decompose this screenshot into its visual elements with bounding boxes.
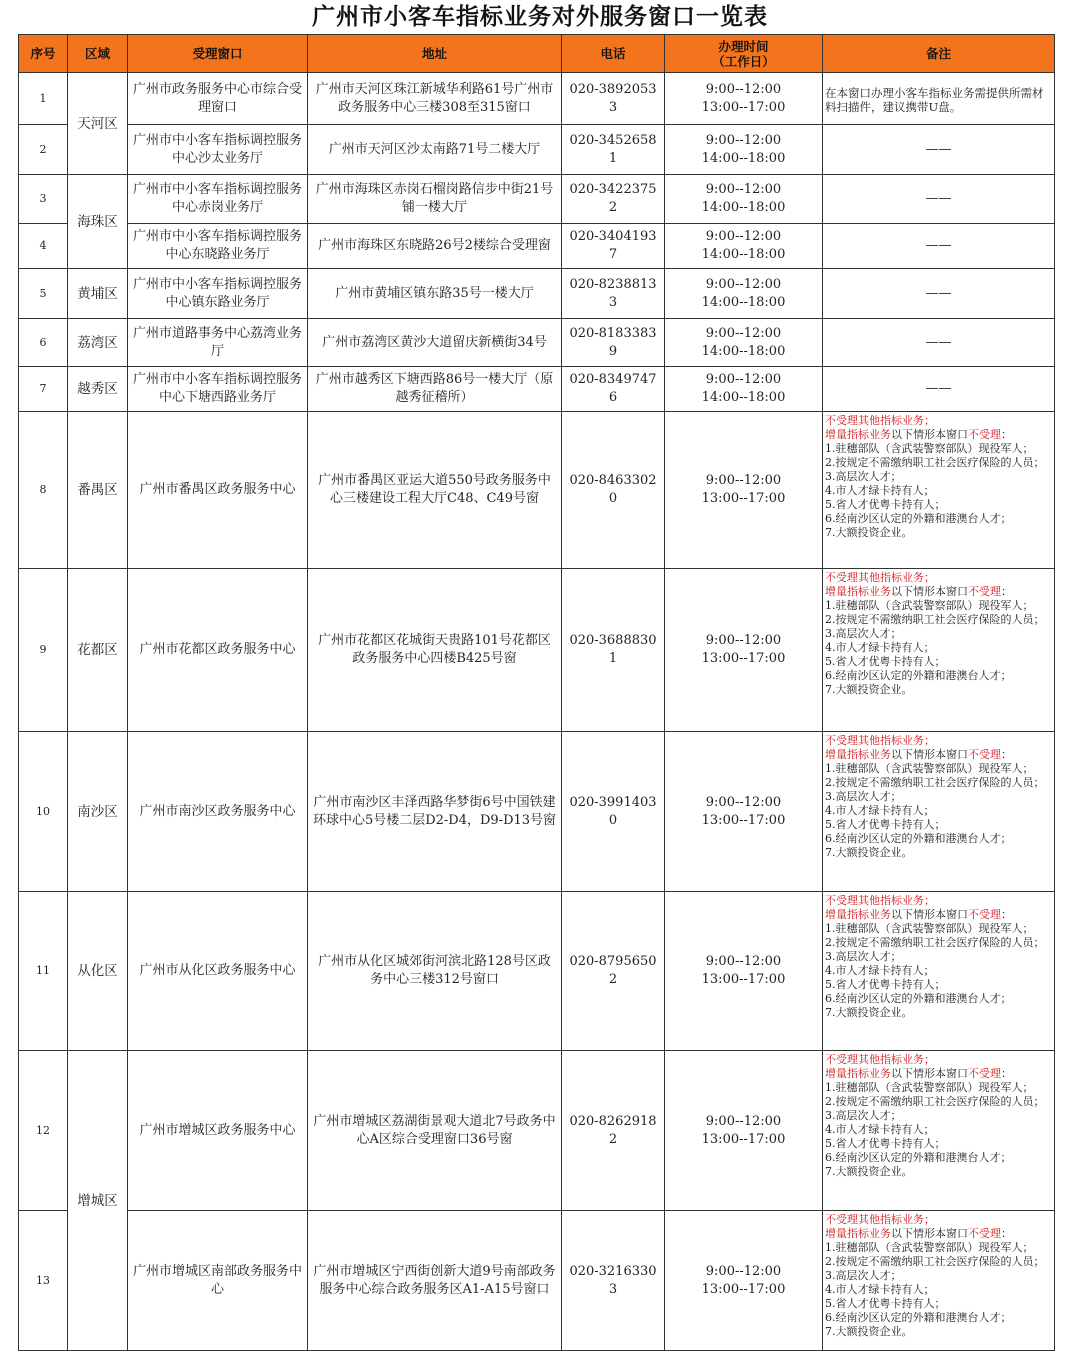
address-cell: 广州市花都区花城街天贵路101号花都区政务服务中心四楼B425号窗 [308, 569, 562, 732]
address-cell: 广州市增城区荔湖街景观大道北7号政务中心A区综合受理窗口36号窗 [308, 1051, 562, 1211]
remark-item: 3.高层次人才； [825, 1269, 902, 1282]
remark-item: 1.驻穗部队（含武装警察部队）现役军人； [825, 442, 1034, 455]
remark-cell [823, 1211, 1055, 1351]
remark-increment-line [825, 428, 1052, 442]
remark-colon: ： [1001, 1067, 1012, 1080]
remark-colon: ： [1001, 1227, 1012, 1240]
hours-am: 9:00--12:00 [705, 229, 782, 244]
remark-no-other: 不受理其他指标业务； [825, 1053, 935, 1066]
remark-colon: ： [1001, 748, 1012, 761]
hours-pm: 14:00--18:00 [701, 150, 786, 166]
table-row [19, 412, 1055, 569]
phone-cell: 020-84633020 [562, 412, 665, 569]
window-cell: 广州市南沙区政务服务中心 [128, 732, 308, 892]
page-title: 广州市小客车指标业务对外服务窗口一览表 [312, 3, 768, 30]
remark-cell: 在本窗口办理小客车指标业务需提供所需材料扫描件，建议携带U盘。 [823, 73, 1055, 125]
table-row [19, 732, 1055, 892]
hours-am: 9:00--12:00 [705, 276, 782, 292]
phone-cell: 020-38920533 [562, 73, 665, 125]
remark-item: 1.驻穗部队（含武装警察部队）现役军人； [825, 922, 1034, 935]
district-cell: 越秀区 [68, 367, 128, 412]
remark-item: 3.高层次人才； [825, 950, 902, 963]
hours-cell [665, 319, 823, 367]
phone-cell: 020-34223752 [562, 175, 665, 224]
window-cell: 广州市花都区政务服务中心 [128, 569, 308, 732]
remark-item: 4.市人才绿卡持有人； [825, 641, 935, 654]
hours-am: 9:00--12:00 [705, 1263, 782, 1279]
address-cell: 广州市黄埔区镇东路35号一楼大厅 [308, 269, 562, 319]
address-cell: 广州市越秀区下塘西路86号一楼大厅（原越秀征稽所） [308, 367, 562, 412]
remark-increment-line [825, 1067, 1052, 1081]
header-hours-line2: （工作日） [712, 53, 775, 69]
hours-pm: 14:00--18:00 [701, 343, 786, 359]
remark-not-accepted: 不受理 [968, 908, 1001, 921]
remark-increment-text: 以下情形本窗口 [891, 1227, 968, 1240]
remark-increment-label: 增量指标业务 [825, 428, 891, 441]
remark-increment-text: 以下情形本窗口 [891, 585, 968, 598]
address-cell: 广州市番禺区亚运大道550号政务服务中心三楼建设工程大厅C48、C49号窗 [308, 412, 562, 569]
remark-increment-label: 增量指标业务 [825, 748, 891, 761]
district-cell: 南沙区 [68, 732, 128, 892]
seq-cell: 3 [19, 175, 68, 224]
remark-not-accepted: 不受理 [968, 748, 1001, 761]
seq-cell: 4 [19, 224, 68, 269]
remark-increment-label: 增量指标业务 [825, 1067, 891, 1080]
table-row [19, 367, 1055, 412]
remark-item: 4.市人才绿卡持有人； [825, 1283, 935, 1296]
district-cell: 番禺区 [68, 412, 128, 569]
remark-item: 7.大额投资企业。 [825, 683, 913, 696]
district-cell: 花都区 [68, 569, 128, 732]
address-cell: 广州市海珠区赤岗石榴岗路信步中街21号铺一楼大厅 [308, 175, 562, 224]
remark-cell: —— [823, 125, 1055, 175]
header-remarks: 备注 [823, 35, 1055, 73]
remark-item: 5.省人才优粤卡持有人； [825, 1137, 946, 1150]
hours-am: 9:00--12:00 [705, 325, 782, 341]
remark-item: 6.经南沙区认定的外籍和港澳台人才； [825, 1151, 1012, 1164]
remark-cell [823, 732, 1055, 892]
table-row [19, 1211, 1055, 1351]
remark-item: 4.市人才绿卡持有人； [825, 804, 935, 817]
remark-no-other: 不受理其他指标业务； [825, 571, 935, 584]
remark-no-other: 不受理其他指标业务； [825, 734, 935, 747]
remark-item: 6.经南沙区认定的外籍和港澳台人才； [825, 992, 1012, 1005]
table-row [19, 175, 1055, 224]
table-row [19, 269, 1055, 319]
remark-no-other: 不受理其他指标业务； [825, 894, 935, 907]
remark-increment-line [825, 1227, 1052, 1241]
remark-item: 1.驻穗部队（含武装警察部队）现役军人； [825, 1241, 1034, 1254]
remark-increment-text: 以下情形本窗口 [891, 1067, 968, 1080]
hours-pm: 13:00--17:00 [701, 99, 786, 115]
table-row [19, 1051, 1055, 1211]
remark-item: 4.市人才绿卡持有人； [825, 964, 935, 977]
phone-cell: 020-34526581 [562, 125, 665, 175]
table-row [19, 125, 1055, 175]
hours-am: 9:00--12:00 [705, 81, 782, 97]
district-cell: 黄埔区 [68, 269, 128, 319]
hours-cell [665, 175, 823, 224]
remark-increment-text: 以下情形本窗口 [891, 908, 968, 921]
seq-cell: 11 [19, 892, 68, 1051]
remark-increment-line [825, 585, 1052, 599]
hours-cell [665, 224, 823, 269]
header-row [19, 35, 1055, 73]
window-cell: 广州市中小客车指标调控服务中心沙太业务厅 [128, 125, 308, 175]
address-cell: 广州市天河区珠江新城华利路61号广州市政务服务中心三楼308至315窗口 [308, 73, 562, 125]
hours-pm: 13:00--17:00 [701, 812, 786, 828]
phone-cell: 020-82629182 [562, 1051, 665, 1211]
header-phone: 电话 [562, 35, 665, 73]
remark-colon: ： [1001, 908, 1012, 921]
remark-increment-label: 增量指标业务 [825, 1227, 891, 1240]
seq-cell: 12 [19, 1051, 68, 1211]
remark-cell [823, 412, 1055, 569]
remark-not-accepted: 不受理 [968, 585, 1001, 598]
remark-item: 1.驻穗部队（含武装警察部队）现役军人； [825, 1081, 1034, 1094]
remark-colon: ： [1001, 585, 1012, 598]
remark-item: 6.经南沙区认定的外籍和港澳台人才； [825, 832, 1012, 845]
hours-cell [665, 367, 823, 412]
header-district: 区域 [68, 35, 128, 73]
seq-cell: 9 [19, 569, 68, 732]
hours-am: 9:00--12:00 [705, 132, 782, 148]
hours-am: 9:00--12:00 [705, 954, 782, 969]
remark-item: 7.大额投资企业。 [825, 1325, 913, 1338]
hours-pm: 14:00--18:00 [701, 247, 786, 262]
seq-cell: 1 [19, 73, 68, 125]
hours-pm: 14:00--18:00 [701, 294, 786, 310]
seq-cell: 5 [19, 269, 68, 319]
table-row [19, 319, 1055, 367]
remark-no-other: 不受理其他指标业务； [825, 1213, 935, 1226]
remark-item: 5.省人才优粤卡持有人； [825, 1297, 946, 1310]
hours-pm: 14:00--18:00 [701, 390, 786, 405]
seq-cell: 8 [19, 412, 68, 569]
phone-cell: 020-87956502 [562, 892, 665, 1051]
phone-cell: 020-36888301 [562, 569, 665, 732]
window-cell: 广州市中小客车指标调控服务中心镇东路业务厅 [128, 269, 308, 319]
hours-am: 9:00--12:00 [705, 372, 782, 387]
hours-pm: 13:00--17:00 [701, 491, 786, 506]
remark-item: 2.按规定不需缴纳职工社会医疗保险的人员； [825, 776, 1045, 789]
remark-cell: —— [823, 224, 1055, 269]
remark-increment-label: 增量指标业务 [825, 585, 891, 598]
hours-pm: 13:00--17:00 [701, 972, 786, 987]
district-cell: 天河区 [68, 73, 128, 175]
seq-cell: 10 [19, 732, 68, 892]
remark-item: 5.省人才优粤卡持有人； [825, 818, 946, 831]
table-row [19, 892, 1055, 1051]
remark-item: 2.按规定不需缴纳职工社会医疗保险的人员； [825, 936, 1045, 949]
hours-pm: 14:00--18:00 [701, 200, 786, 215]
remark-item: 1.驻穗部队（含武装警察部队）现役军人； [825, 599, 1034, 612]
window-cell: 广州市中小客车指标调控服务中心赤岗业务厅 [128, 175, 308, 224]
seq-cell: 6 [19, 319, 68, 367]
remark-cell: —— [823, 175, 1055, 224]
remark-item: 7.大额投资企业。 [825, 1165, 913, 1178]
hours-pm: 13:00--17:00 [701, 651, 786, 666]
remark-cell [823, 1051, 1055, 1211]
remark-cell: —— [823, 319, 1055, 367]
header-hours [665, 35, 823, 73]
remark-not-accepted: 不受理 [968, 1227, 1001, 1240]
hours-pm: 13:00--17:00 [701, 1281, 786, 1297]
remark-colon: ： [1001, 428, 1012, 441]
header-address: 地址 [308, 35, 562, 73]
remark-increment-line [825, 748, 1052, 762]
district-cell: 海珠区 [68, 175, 128, 269]
hours-am: 9:00--12:00 [705, 794, 782, 810]
remark-cell [823, 892, 1055, 1051]
hours-cell [665, 892, 823, 1051]
remark-item: 2.按规定不需缴纳职工社会医疗保险的人员； [825, 456, 1045, 469]
hours-cell [665, 569, 823, 732]
service-window-table [18, 34, 1055, 1351]
window-cell: 广州市增城区政务服务中心 [128, 1051, 308, 1211]
window-cell: 广州市中小客车指标调控服务中心下塘西路业务厅 [128, 367, 308, 412]
hours-cell [665, 269, 823, 319]
hours-cell [665, 1211, 823, 1351]
remark-increment-label: 增量指标业务 [825, 908, 891, 921]
district-cell: 从化区 [68, 892, 128, 1051]
remark-item: 2.按规定不需缴纳职工社会医疗保险的人员； [825, 1255, 1045, 1268]
address-cell: 广州市海珠区东晓路26号2楼综合受理窗 [308, 224, 562, 269]
address-cell: 广州市增城区宁西街创新大道9号南部政务服务中心综合政务服务区A1-A15号窗口 [308, 1211, 562, 1351]
remark-cell [823, 569, 1055, 732]
phone-cell: 020-81833839 [562, 319, 665, 367]
hours-cell [665, 732, 823, 892]
remark-item: 3.高层次人才； [825, 790, 902, 803]
hours-pm: 13:00--17:00 [701, 1131, 786, 1147]
hours-am: 9:00--12:00 [705, 473, 782, 488]
address-cell: 广州市从化区城郊街河滨北路128号区政务中心三楼312号窗口 [308, 892, 562, 1051]
seq-cell: 2 [19, 125, 68, 175]
table-row [19, 224, 1055, 269]
remark-item: 5.省人才优粤卡持有人； [825, 498, 946, 511]
remark-item: 4.市人才绿卡持有人； [825, 1123, 935, 1136]
header-hours-line1: 办理时间 [718, 38, 769, 54]
seq-cell: 7 [19, 367, 68, 412]
hours-cell [665, 125, 823, 175]
address-cell: 广州市天河区沙太南路71号二楼大厅 [308, 125, 562, 175]
remark-increment-text: 以下情形本窗口 [891, 748, 968, 761]
table-row [19, 73, 1055, 125]
hours-am: 9:00--12:00 [705, 633, 782, 648]
window-cell: 广州市中小客车指标调控服务中心东晓路业务厅 [128, 224, 308, 269]
remark-not-accepted: 不受理 [968, 1067, 1001, 1080]
window-cell: 广州市政务服务中心市综合受理窗口 [128, 73, 308, 125]
window-cell: 广州市增城区南部政务服务中心 [128, 1211, 308, 1351]
remark-item: 5.省人才优粤卡持有人； [825, 655, 946, 668]
address-cell: 广州市南沙区丰泽西路华梦街6号中国铁建环球中心5号楼二层D2-D4，D9-D13号窗 [308, 732, 562, 892]
district-cell: 荔湾区 [68, 319, 128, 367]
window-cell: 广州市从化区政务服务中心 [128, 892, 308, 1051]
remark-item: 3.高层次人才； [825, 627, 902, 640]
address-cell: 广州市荔湾区黄沙大道留庆新横街34号 [308, 319, 562, 367]
remark-item: 7.大额投资企业。 [825, 1006, 913, 1019]
remark-item: 6.经南沙区认定的外籍和港澳台人才； [825, 669, 1012, 682]
remark-item: 3.高层次人才； [825, 1109, 902, 1122]
remark-item: 2.按规定不需缴纳职工社会医疗保险的人员； [825, 613, 1045, 626]
remark-increment-text: 以下情形本窗口 [891, 428, 968, 441]
remark-item: 1.驻穗部队（含武装警察部队）现役军人； [825, 762, 1034, 775]
header-window: 受理窗口 [128, 35, 308, 73]
hours-cell [665, 1051, 823, 1211]
phone-cell: 020-32163303 [562, 1211, 665, 1351]
remark-item: 7.大额投资企业。 [825, 846, 913, 859]
phone-cell: 020-82388133 [562, 269, 665, 319]
remark-not-accepted: 不受理 [968, 428, 1001, 441]
remark-cell: —— [823, 269, 1055, 319]
hours-am: 9:00--12:00 [705, 182, 782, 197]
hours-cell [665, 73, 823, 125]
remark-item: 4.市人才绿卡持有人； [825, 484, 935, 497]
remark-increment-line [825, 908, 1052, 922]
header-seq: 序号 [19, 35, 68, 73]
remark-no-other: 不受理其他指标业务； [825, 414, 935, 427]
window-cell: 广州市道路事务中心荔湾业务厅 [128, 319, 308, 367]
district-cell: 增城区 [68, 1051, 128, 1351]
remark-item: 6.经南沙区认定的外籍和港澳台人才； [825, 1311, 1012, 1324]
hours-am: 9:00--12:00 [705, 1113, 782, 1129]
remark-item: 6.经南沙区认定的外籍和港澳台人才； [825, 512, 1012, 525]
remark-item: 7.大额投资企业。 [825, 526, 913, 539]
phone-cell: 020-34041937 [562, 224, 665, 269]
remark-item: 2.按规定不需缴纳职工社会医疗保险的人员； [825, 1095, 1045, 1108]
remark-cell: —— [823, 367, 1055, 412]
remark-item: 3.高层次人才； [825, 470, 902, 483]
table-row [19, 569, 1055, 732]
hours-cell [665, 412, 823, 569]
window-cell: 广州市番禺区政务服务中心 [128, 412, 308, 569]
phone-cell: 020-83497476 [562, 367, 665, 412]
remark-item: 5.省人才优粤卡持有人； [825, 978, 946, 991]
phone-cell: 020-39914030 [562, 732, 665, 892]
seq-cell: 13 [19, 1211, 68, 1351]
